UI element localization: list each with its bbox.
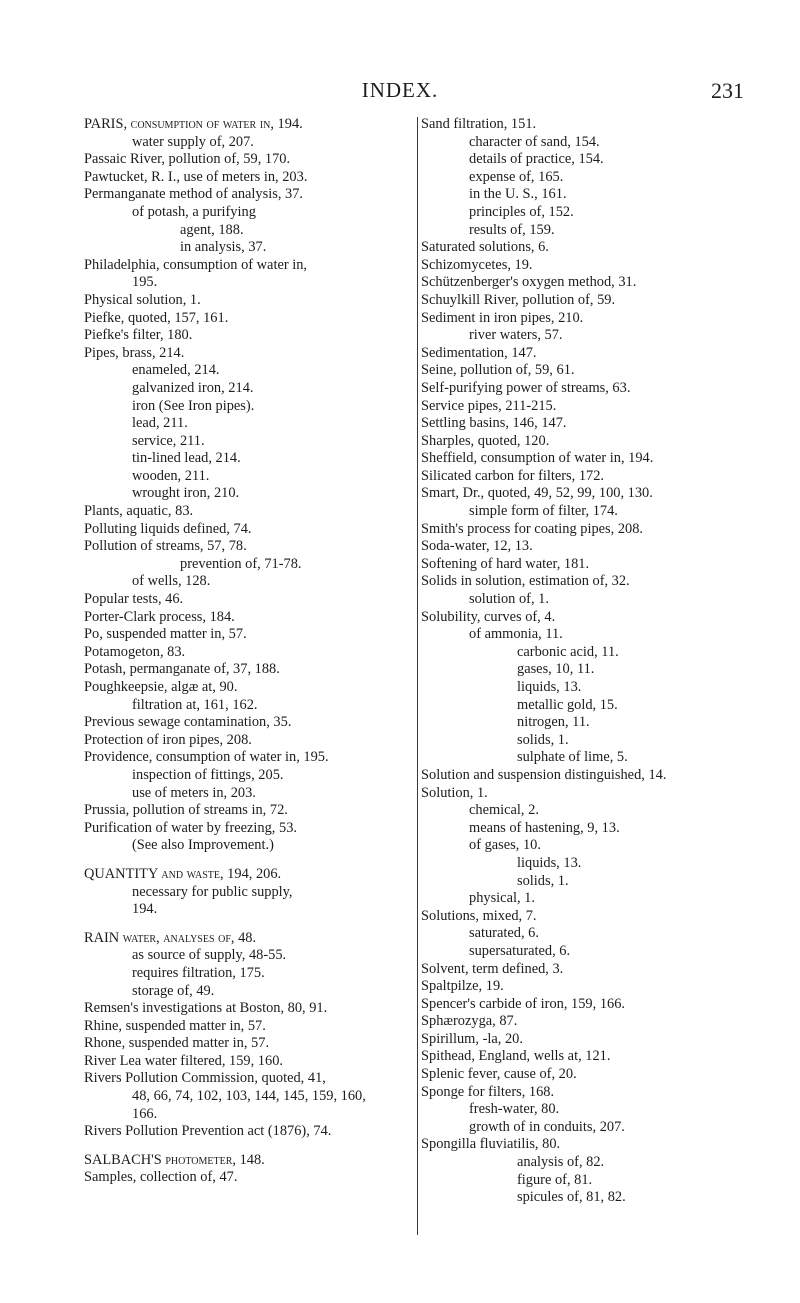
- index-entry: Sphærozyga, 87.: [421, 1013, 518, 1030]
- index-entry: Sponge for filters, 168.: [421, 1083, 555, 1100]
- index-entry: principles of, 152.: [469, 203, 574, 220]
- index-entry: Remsen's investigations at Boston, 80, 91.: [84, 1000, 328, 1017]
- index-entry: figure of, 81.: [517, 1171, 593, 1188]
- index-entry: Rivers Pollution Commission, quoted, 41,: [84, 1070, 326, 1087]
- index-entry: Po, suspended matter in, 57.: [84, 626, 247, 643]
- index-entry: Plants, aquatic, 83.: [84, 503, 194, 520]
- index-entry: Potamogeton, 83.: [84, 643, 186, 660]
- index-entry: tin-lined lead, 214.: [132, 450, 241, 467]
- index-entry: necessary for public supply,: [132, 883, 293, 900]
- index-entry: Permanganate method of analysis, 37.: [84, 186, 304, 203]
- index-entry: means of hastening, 9, 13.: [469, 819, 620, 836]
- index-entry: storage of, 49.: [132, 982, 215, 999]
- index-entry: Providence, consumption of water in, 195.: [84, 749, 329, 766]
- index-entry: River Lea water filtered, 159, 160.: [84, 1052, 283, 1069]
- index-entry: Schizomycetes, 19.: [421, 256, 533, 273]
- page-number: 231: [711, 78, 744, 103]
- index-entry: river waters, 57.: [469, 327, 563, 344]
- index-entry: metallic gold, 15.: [517, 696, 618, 713]
- index-entry: Seine, pollution of, 59, 61.: [421, 362, 575, 379]
- index-entry: Piefke's filter, 180.: [84, 327, 193, 344]
- index-entry: of wells, 128.: [132, 573, 211, 590]
- index-entry: 166.: [132, 1105, 158, 1122]
- index-entry: Spaltpilze, 19.: [421, 978, 504, 995]
- index-entry: Spongilla fluviatilis, 80.: [421, 1136, 561, 1153]
- page-title: INDEX.: [361, 78, 439, 102]
- index-entry: QUANTITY and waste, 194, 206.: [84, 865, 282, 882]
- index-entry: lead, 211.: [132, 415, 188, 432]
- index-entry: physical, 1.: [469, 890, 535, 907]
- index-entry: Purification of water by freezing, 53.: [84, 819, 297, 836]
- index-entry: agent, 188.: [180, 221, 244, 238]
- index-entry: RAIN water, analyses of, 48.: [84, 929, 257, 946]
- index-entry: service, 211.: [132, 432, 205, 449]
- index-entry: Smart, Dr., quoted, 49, 52, 99, 100, 130.: [421, 485, 653, 502]
- index-entry: Passaic River, pollution of, 59, 170.: [84, 151, 291, 168]
- page-header: [0, 78, 800, 108]
- index-entry: Sharples, quoted, 120.: [421, 432, 550, 449]
- index-entry: Saturated solutions, 6.: [421, 239, 549, 256]
- index-entry: Protection of iron pipes, 208.: [84, 731, 252, 748]
- index-entry: 195.: [132, 274, 158, 291]
- index-entry: character of sand, 154.: [469, 133, 600, 150]
- index-column-right: [421, 116, 751, 1207]
- index-entry: Pawtucket, R. I., use of meters in, 203.: [84, 168, 308, 185]
- index-entry: Rivers Pollution Prevention act (1876), 74.: [84, 1123, 332, 1140]
- index-entry: of potash, a purifying: [132, 203, 256, 220]
- index-entry: Polluting liquids defined, 74.: [84, 520, 252, 537]
- index-entry: Solution, 1.: [421, 784, 488, 801]
- index-entry: enameled, 214.: [132, 362, 220, 379]
- index-entry: of ammonia, 11.: [469, 626, 563, 643]
- index-entry: liquids, 13.: [517, 854, 582, 871]
- index-entry: 194.: [132, 901, 158, 918]
- index-entry: Settling basins, 146, 147.: [421, 415, 567, 432]
- index-entry: Sheffield, consumption of water in, 194.: [421, 450, 654, 467]
- index-entry: Service pipes, 211-215.: [421, 397, 557, 414]
- index-entry: (See also Improvement.): [132, 837, 274, 854]
- index-entry: expense of, 165.: [469, 168, 564, 185]
- index-entry: Solvent, term defined, 3.: [421, 960, 564, 977]
- index-entry: prevention of, 71-78.: [180, 555, 302, 572]
- index-entry: Rhine, suspended matter in, 57.: [84, 1017, 266, 1034]
- index-entry: analysis of, 82.: [517, 1154, 605, 1171]
- index-entry: in the U. S., 161.: [469, 186, 567, 203]
- index-entry: as source of supply, 48-55.: [132, 947, 287, 964]
- index-entry: Popular tests, 46.: [84, 591, 184, 608]
- index-entry: Smith's process for coating pipes, 208.: [421, 520, 644, 537]
- index-entry: requires filtration, 175.: [132, 964, 265, 981]
- index-entry: growth of in conduits, 207.: [469, 1118, 625, 1135]
- index-entry: iron (See Iron pipes).: [132, 397, 255, 414]
- index-entry: Physical solution, 1.: [84, 291, 201, 308]
- index-entry: solids, 1.: [517, 731, 569, 748]
- index-entry: Solubility, curves of, 4.: [421, 608, 556, 625]
- index-entry: Spithead, England, wells at, 121.: [421, 1048, 611, 1065]
- index-entry: Soda-water, 12, 13.: [421, 538, 533, 555]
- index-entry: filtration at, 161, 162.: [132, 696, 258, 713]
- index-entry: Potash, permanganate of, 37, 188.: [84, 661, 280, 678]
- index-entry: nitrogen, 11.: [517, 714, 590, 731]
- index-entry: spicules of, 81, 82.: [517, 1189, 626, 1206]
- index-entry: fresh-water, 80.: [469, 1101, 560, 1118]
- index-entry: Samples, collection of, 47.: [84, 1169, 238, 1186]
- index-entry: Solutions, mixed, 7.: [421, 907, 537, 924]
- index-entry: Silicated carbon for filters, 172.: [421, 467, 605, 484]
- index-entry: of gases, 10.: [469, 837, 541, 854]
- index-entry: Solids in solution, estimation of, 32.: [421, 573, 630, 590]
- index-entry: use of meters in, 203.: [132, 784, 256, 801]
- index-entry: supersaturated, 6.: [469, 942, 571, 959]
- index-entry: Pipes, brass, 214.: [84, 344, 185, 361]
- index-entry: Schützenberger's oxygen method, 31.: [421, 274, 637, 291]
- index-entry: liquids, 13.: [517, 679, 582, 695]
- index-entry: Pollution of streams, 57, 78.: [84, 538, 247, 555]
- index-entry: PARIS, consumption of water in, 194.: [84, 116, 303, 132]
- index-entry: Porter-Clark process, 184.: [84, 608, 235, 625]
- index-entry: Spirillum, -la, 20.: [421, 1030, 523, 1047]
- index-entry: in analysis, 37.: [180, 239, 267, 256]
- index-entry: Softening of hard water, 181.: [421, 555, 590, 572]
- index-entry: Sedimentation, 147.: [421, 344, 537, 361]
- index-entry: Piefke, quoted, 157, 161.: [84, 309, 229, 326]
- index-entry: Self-purifying power of streams, 63.: [421, 379, 631, 396]
- index-entry: gases, 10, 11.: [517, 661, 595, 678]
- index-entry: inspection of fittings, 205.: [132, 766, 284, 783]
- index-entry: results of, 159.: [469, 221, 555, 238]
- index-entry: Spencer's carbide of iron, 159, 166.: [421, 995, 626, 1012]
- index-entry: Schuylkill River, pollution of, 59.: [421, 291, 616, 308]
- index-entry: Splenic fever, cause of, 20.: [421, 1066, 577, 1083]
- index-entry: Philadelphia, consumption of water in,: [84, 256, 308, 273]
- index-entry: details of practice, 154.: [469, 151, 604, 168]
- column-divider: [417, 117, 418, 1235]
- index-entry: galvanized iron, 214.: [132, 379, 254, 396]
- index-entry: chemical, 2.: [469, 802, 539, 819]
- index-entry: sulphate of lime, 5.: [517, 749, 628, 766]
- index-entry: solution of, 1.: [469, 591, 549, 608]
- index-entry: wooden, 211.: [132, 467, 210, 484]
- index-entry: wrought iron, 210.: [132, 485, 240, 502]
- index-entry: Sediment in iron pipes, 210.: [421, 309, 584, 326]
- index-entry: Prussia, pollution of streams in, 72.: [84, 802, 288, 819]
- index-entry: saturated, 6.: [469, 925, 539, 942]
- index-entry: Poughkeepsie, algæ at, 90.: [84, 679, 238, 695]
- index-column-left: [84, 116, 416, 1187]
- index-entry: water supply of, 207.: [132, 133, 254, 150]
- index-entry: Solution and suspension distinguished, 14.: [421, 766, 667, 783]
- index-entry: Sand filtration, 151.: [421, 116, 537, 132]
- index-entry: SALBACH'S photometer, 148.: [84, 1151, 265, 1168]
- index-entry: 48, 66, 74, 102, 103, 144, 145, 159, 160,: [132, 1088, 366, 1105]
- index-entry: solids, 1.: [517, 872, 569, 889]
- index-entry: simple form of filter, 174.: [469, 503, 618, 520]
- index-entry: Rhone, suspended matter in, 57.: [84, 1035, 270, 1052]
- index-entry: Previous sewage contamination, 35.: [84, 714, 292, 731]
- index-entry: carbonic acid, 11.: [517, 643, 619, 660]
